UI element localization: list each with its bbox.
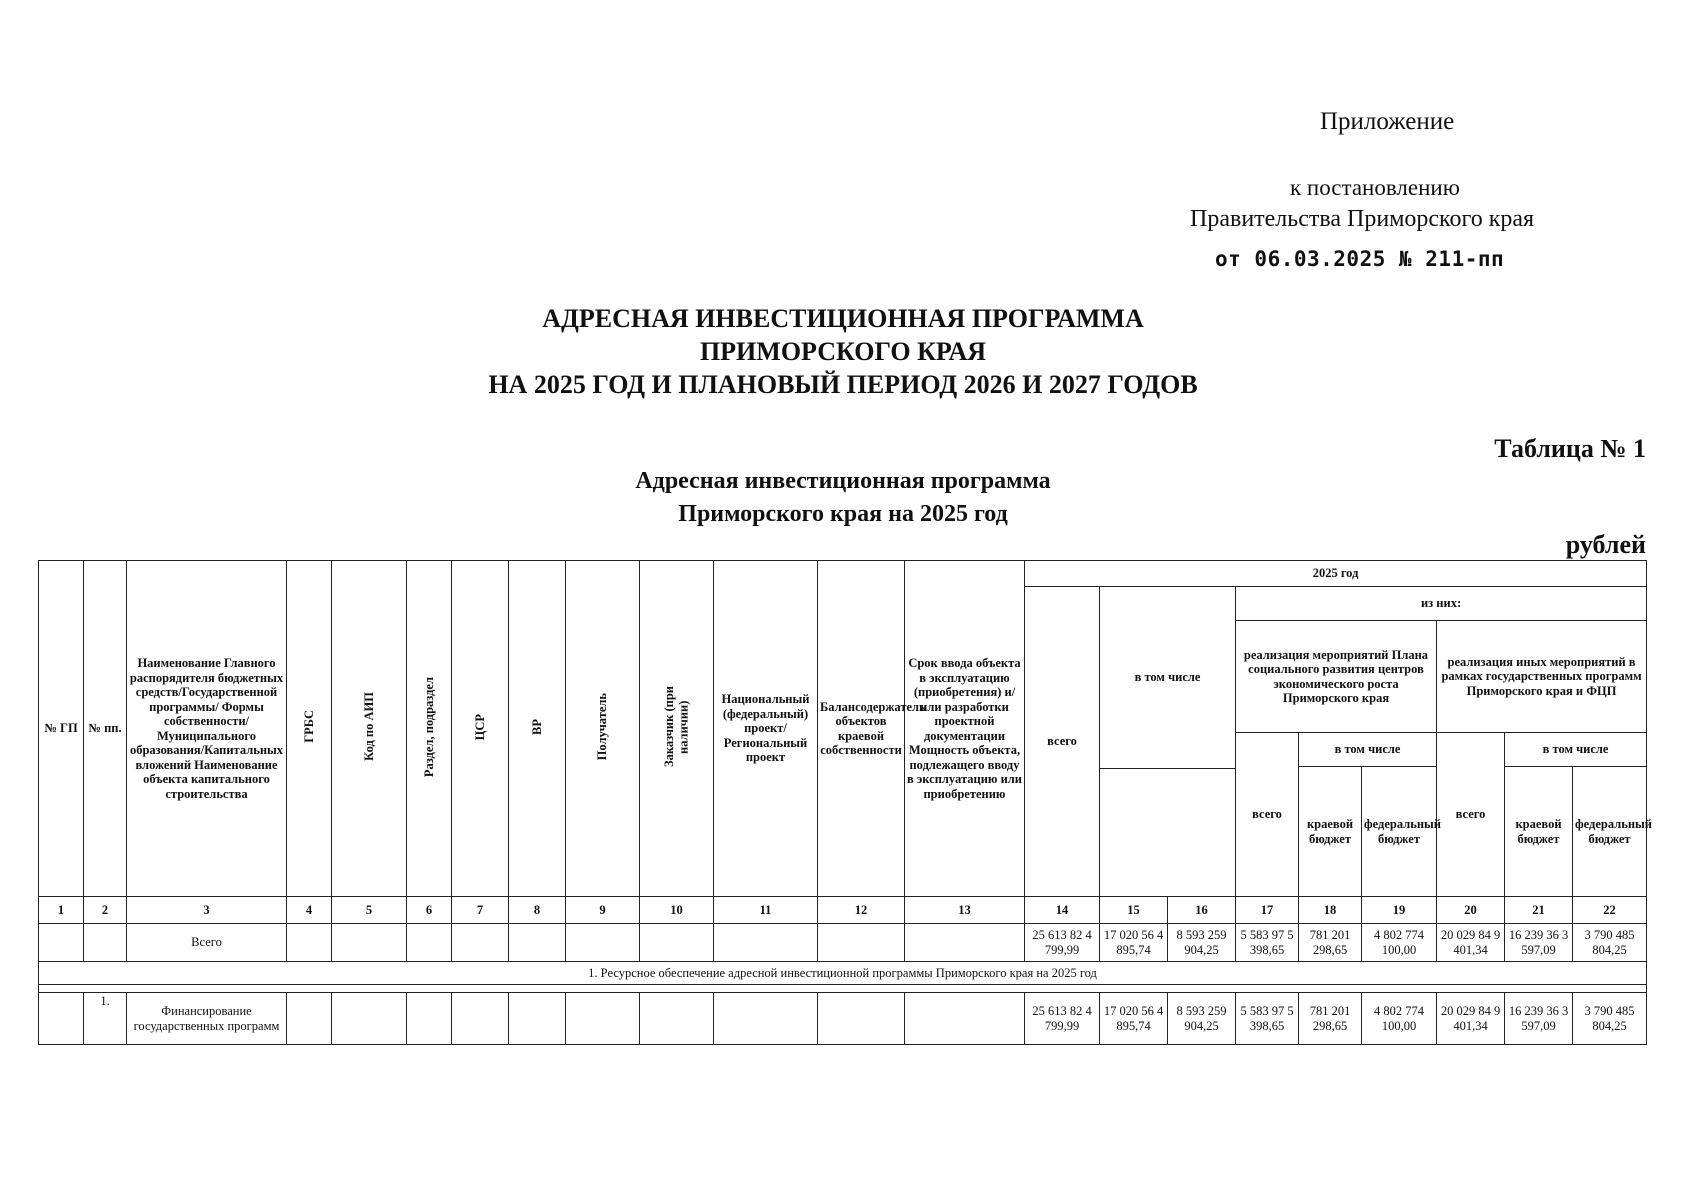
header-year-2025: 2025 год	[1025, 561, 1647, 587]
cell-empty	[905, 924, 1025, 962]
col-number: 5	[332, 897, 407, 924]
cell-empty	[407, 993, 452, 1045]
header-name: Наименование Главного распорядителя бюджетных средств/Государственной программы/ Формы собственности/Муниципального образования/Капитальных вложений Наименование объекта капитального строительства	[127, 561, 287, 897]
resolution-date-number: от 06.03.2025 № 211-пп	[1215, 247, 1505, 271]
col-number: 1	[39, 897, 84, 924]
cell-empty	[287, 924, 332, 962]
row-1-label: Финансирование государственных программ	[127, 993, 287, 1045]
header-other-incl: в том числе	[1505, 733, 1647, 767]
value-cell: 16 239 36 3 597,09	[1505, 924, 1573, 962]
col-number: 18	[1299, 897, 1362, 924]
col-number: 15	[1100, 897, 1168, 924]
header-kod-aip	[332, 561, 407, 897]
section-1-title: 1. Ресурсное обеспечение адресной инвестиционной программы Приморского края на 2025 год	[39, 962, 1647, 985]
value-cell: 781 201 298,65	[1299, 993, 1362, 1045]
col-number: 11	[714, 897, 818, 924]
cell-empty	[452, 993, 509, 1045]
value-cell: 17 020 56 4 895,74	[1100, 993, 1168, 1045]
value-cell: 781 201 298,65	[1299, 924, 1362, 962]
table-row-1	[39, 993, 1647, 1045]
col-number: 9	[566, 897, 640, 924]
value-cell: 3 790 485 804,25	[1573, 993, 1647, 1045]
col-number: 12	[818, 897, 905, 924]
row-1-number: 1.	[84, 993, 127, 1045]
cell-empty	[39, 993, 84, 1045]
table-title-line-2: Приморского края на 2025 год	[678, 501, 1008, 527]
header-grbs	[287, 561, 332, 897]
cell-empty	[509, 924, 566, 962]
header-plan-federal: федеральный бюджет	[1573, 767, 1647, 897]
col-number: 8	[509, 897, 566, 924]
cell-empty	[332, 993, 407, 1045]
col-number: 20	[1437, 897, 1505, 924]
row-total-label: Всего	[127, 924, 287, 962]
units-label: рублей	[1565, 530, 1646, 559]
value-cell: 8 593 259 904,25	[1168, 993, 1236, 1045]
col-number: 7	[452, 897, 509, 924]
header-vr-text: ВР	[529, 718, 544, 735]
appendix-label: Приложение	[1320, 108, 1455, 135]
cell-empty	[84, 924, 127, 962]
column-numbers-row	[39, 897, 1647, 924]
cell-empty	[905, 993, 1025, 1045]
col-number: 22	[1573, 897, 1647, 924]
header-total-vsego: всего	[1025, 587, 1100, 897]
cell-empty	[509, 993, 566, 1045]
col-number: 4	[287, 897, 332, 924]
header-csr	[452, 561, 509, 897]
value-cell: 3 790 485 804,25	[1573, 924, 1647, 962]
header-other-programs: реализация иных мероприятий в рамках государственных программ Приморского края и ФЦП	[1437, 621, 1647, 733]
cell-empty	[818, 993, 905, 1045]
value-cell: 17 020 56 4 895,74	[1100, 924, 1168, 962]
value-cell: 25 613 82 4 799,99	[1025, 993, 1100, 1045]
value-cell: 20 029 84 9 401,34	[1437, 993, 1505, 1045]
investment-program-table	[38, 560, 1653, 1045]
cell-empty	[714, 924, 818, 962]
col-number: 6	[407, 897, 452, 924]
cell-empty	[818, 924, 905, 962]
col-number: 14	[1025, 897, 1100, 924]
header-plan-vsego: всего	[1236, 733, 1299, 897]
header-zakazchik	[640, 561, 714, 897]
header-iz-nih: из них:	[1236, 587, 1647, 621]
header-kod-aip-text: Код по АИП	[361, 692, 376, 762]
value-cell: 16 239 36 3 597,09	[1505, 993, 1573, 1045]
header-total-kraevoy: краевой бюджет	[1299, 767, 1362, 897]
header-srok: Срок ввода объекта в эксплуатацию (приобретения) и/или разработки проектной документации Мощность объекта, подлежащего вводу в эксплуатацию или приобретению	[905, 561, 1025, 897]
table-title	[0, 465, 1686, 531]
cell-empty	[714, 993, 818, 1045]
resolution-ref: к постановлению	[1290, 175, 1460, 200]
header-poluchatel-text: Получатель	[595, 693, 610, 761]
document-title	[0, 302, 1686, 401]
header-zakazchik-text: Заказчик (при наличии)	[662, 686, 691, 768]
table-title-line-1: Адресная инвестиционная программа	[635, 468, 1051, 494]
header-csr-text: ЦСР	[472, 713, 487, 740]
cell-empty	[287, 993, 332, 1045]
header-no-gp: № ГП	[39, 561, 84, 897]
value-cell: 4 802 774 100,00	[1362, 993, 1437, 1045]
value-cell: 4 802 774 100,00	[1362, 924, 1437, 962]
value-cell: 20 029 84 9 401,34	[1437, 924, 1505, 962]
header-razdel	[407, 561, 452, 897]
header-vr	[509, 561, 566, 897]
col-number: 17	[1236, 897, 1299, 924]
header-total-federal: федеральный бюджет	[1362, 767, 1437, 897]
value-cell: 8 593 259 904,25	[1168, 924, 1236, 962]
col-number: 10	[640, 897, 714, 924]
cell-empty	[332, 924, 407, 962]
value-cell: 5 583 97 5 398,65	[1236, 924, 1299, 962]
col-number: 2	[84, 897, 127, 924]
header-no-pp: № пп.	[84, 561, 127, 897]
spacer-row	[39, 985, 1647, 993]
title-line-2: ПРИМОРСКОГО КРАЯ	[699, 337, 987, 366]
header-total-incl: в том числе	[1100, 587, 1236, 769]
header-nac-proekt: Национальный (федеральный) проект/ Региональный проект	[714, 561, 818, 897]
cell-empty	[452, 924, 509, 962]
government-ref: Правительства Приморского края	[1190, 206, 1535, 232]
header-grbs-text: ГРБС	[301, 710, 316, 744]
header-poluchatel	[566, 561, 640, 897]
col-number: 21	[1505, 897, 1573, 924]
header-other-vsego: всего	[1437, 733, 1505, 897]
title-line-1: АДРЕСНАЯ ИНВЕСТИЦИОННАЯ ПРОГРАММА	[542, 304, 1144, 333]
header-plan-kraevoy: краевой бюджет	[1505, 767, 1573, 897]
value-cell: 5 583 97 5 398,65	[1236, 993, 1299, 1045]
header-balansoderzh: Балансодержатель объектов краевой собственности	[818, 561, 905, 897]
table-number: Таблица № 1	[1494, 434, 1646, 463]
cell-empty	[566, 924, 640, 962]
col-number: 13	[905, 897, 1025, 924]
title-line-3: НА 2025 ГОД И ПЛАНОВЫЙ ПЕРИОД 2026 И 2027 ГОДОВ	[488, 370, 1198, 399]
value-cell: 25 613 82 4 799,99	[1025, 924, 1100, 962]
table-row-total	[39, 924, 1647, 962]
cell-empty	[640, 924, 714, 962]
cell-empty	[407, 924, 452, 962]
col-number: 19	[1362, 897, 1437, 924]
col-number: 3	[127, 897, 287, 924]
header-plan-szr: реализация мероприятий Плана социального развития центров экономического роста Приморского края	[1236, 621, 1437, 733]
col-number: 16	[1168, 897, 1236, 924]
cell-empty	[566, 993, 640, 1045]
cell-empty	[640, 993, 714, 1045]
header-plan-incl: в том числе	[1299, 733, 1437, 767]
table-section-row	[39, 962, 1647, 985]
header-razdel-text: Раздел, подраздел	[421, 676, 436, 777]
cell-empty	[39, 924, 84, 962]
